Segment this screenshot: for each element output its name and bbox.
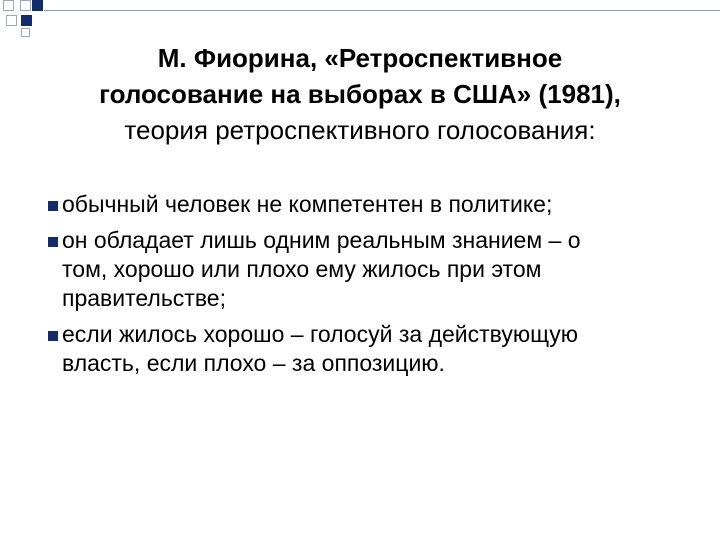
square-bullet-icon [48,237,58,247]
title-line-1: М. Фиорина, «Ретроспективное [157,43,563,73]
bullet-list [36,190,596,385]
bullet-text: обычный человек не компетентен в политике; [62,191,553,217]
title-line-2: голосование на выборах в США» (1981), [99,79,621,109]
bullet-item [36,226,596,313]
slide-title [0,40,720,148]
bullet-text: если жилось хорошо – голосуй за действующую власть, если плохо – за оппозицию. [62,321,579,376]
bullet-item [36,190,596,219]
bullet-text: он обладает лишь одним реальным знанием – о том, хорошо или плохо ему жилось при этом правительстве; [62,227,581,311]
corner-decoration [0,0,60,40]
deco-square-outline [20,0,31,11]
deco-square-filled [32,0,43,11]
title-line-3: теория ретроспективного голосования: [124,115,596,145]
square-bullet-icon [48,331,58,341]
deco-square-outline [3,0,14,11]
bullet-item [36,320,596,378]
deco-square-filled [21,15,32,26]
deco-square-outline [6,15,17,26]
header-rule [44,10,720,11]
square-bullet-icon [48,201,58,211]
deco-square-outline [21,28,30,37]
